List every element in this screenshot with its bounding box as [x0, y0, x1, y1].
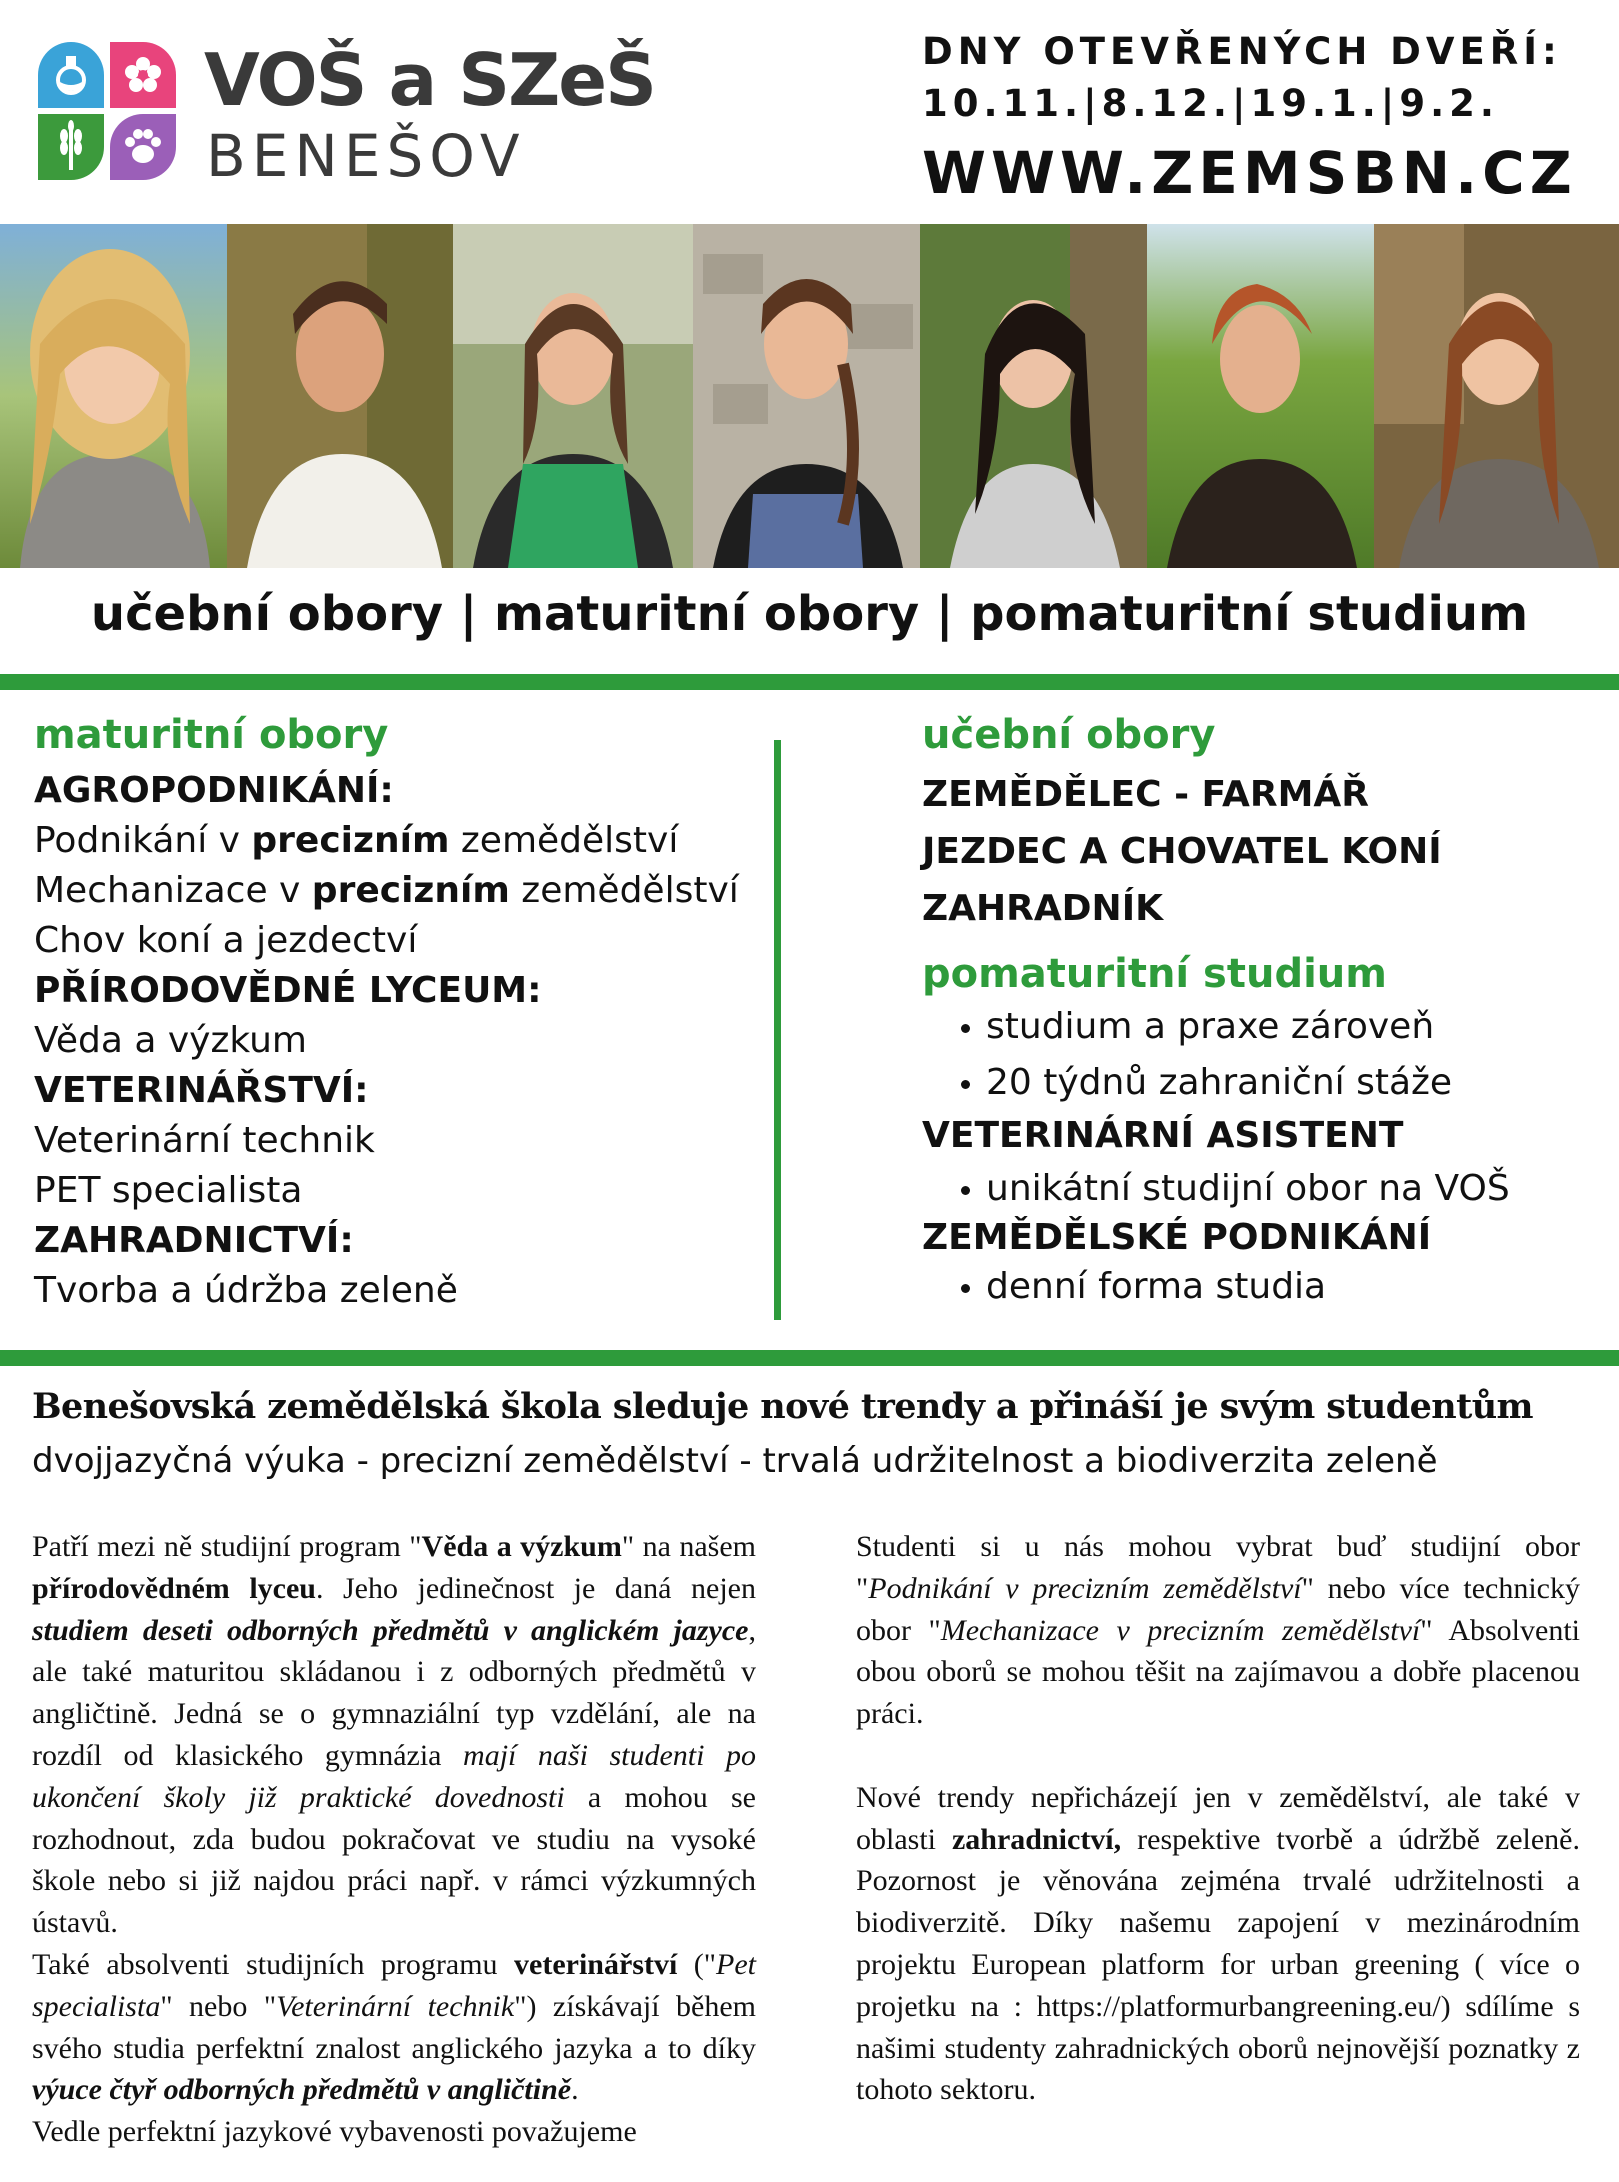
emphasis-text: přírodovědném lyceu: [32, 1571, 316, 1605]
student-photo: [1374, 224, 1619, 568]
website-link[interactable]: WWW.ZEMSBN.CZ: [922, 139, 1577, 207]
flask-icon: [38, 42, 104, 108]
student-photo: [227, 224, 453, 568]
agri-business-bullets: [922, 1259, 1602, 1315]
program-item: Veterinární technik: [34, 1120, 375, 1161]
article-paragraph: Nové trendy nepřicházejí jen v zemědělství, ale také v oblasti zahradnictví, respektive tvorbě a údržbě zeleně. Pozornost je věnována zejména trvalé udržitelnosti a biodiverzitě. Díky našemu zapojení v mezinárodním projektu European platform for urban greening ( více o projetku na : https://platformurbangreening.eu/) sdílíme s našimi studenty zahradnických oborů nejnovější poznatky z tohoto sektoru.: [856, 1780, 1580, 2107]
student-photo: [693, 224, 920, 568]
student-photo: [920, 224, 1147, 568]
pomaturitni-bullets: [922, 999, 1602, 1111]
program-category: ZAHRADNICTVÍ:: [34, 1220, 354, 1261]
open-days-label: DNY OTEVŘENÝCH DVEŘÍ:: [922, 30, 1562, 73]
apprentice-program: ZEMĚDĚLEC - FARMÁŘ: [922, 774, 1369, 815]
flower-icon: [110, 42, 176, 108]
apprentice-program: ZAHRADNÍK: [922, 888, 1163, 929]
programs-tagline: učební obory | maturitní obory | pomaturitní studium: [90, 586, 1529, 642]
maturitni-obory-section: [34, 710, 754, 1316]
program-item: Podnikání v precizním zemědělství: [34, 820, 679, 861]
article-paragraph: Studenti si u nás mohou vybrat buď studijní obor "Podnikání v precizním zemědělství" nebo více technický obor "Mechanizace v precizním zemědělství" Absolventi obou oborů se mohou těšit na zajímavou a dobře placenou práci.: [856, 1530, 1580, 1731]
vet-assistant-bullets: [922, 1161, 1602, 1217]
emphasis-text: Pet specialista: [32, 1947, 756, 2023]
column-divider: [774, 740, 781, 1320]
bullet-item: • unikátní studijní obor na VOŠ: [986, 1161, 1602, 1217]
divider-bottom: [0, 1350, 1619, 1366]
bullet-item: • studium a praxe zároveň: [986, 999, 1602, 1055]
program-item: Tvorba a údržba zeleně: [34, 1270, 458, 1311]
vet-assistant-title: VETERINÁRNÍ ASISTENT: [922, 1115, 1404, 1156]
right-section: [922, 710, 1602, 1315]
school-logo: [38, 38, 655, 192]
emphasis-text: Věda a výzkum: [421, 1530, 622, 1563]
emphasis: precizním: [311, 870, 510, 911]
program-item: Chov koní a jezdectví: [34, 920, 418, 961]
paragraph-spacer: [856, 1735, 1580, 1777]
maturitni-obory-list: [34, 766, 754, 1316]
program-item: Mechanizace v precizním zemědělství: [34, 870, 739, 911]
program-category: PŘÍRODOVĚDNÉ LYCEUM:: [34, 970, 542, 1011]
emphasis-text: Podnikání v precizním zemědělství: [868, 1571, 1302, 1605]
emphasis: precizním: [251, 820, 450, 861]
agri-business-title: ZEMĚDĚLSKÉ PODNIKÁNÍ: [922, 1217, 1432, 1258]
apprentice-program: JEZDEC A CHOVATEL KONÍ: [922, 831, 1442, 872]
wheat-icon: [38, 114, 104, 180]
program-category: VETERINÁŘSTVÍ:: [34, 1070, 369, 1111]
header-info: [922, 26, 1602, 212]
bullet-item: • 20 týdnů zahraniční stáže: [986, 1055, 1602, 1111]
article-right-column: [856, 1526, 1580, 2111]
maturitni-obory-heading: maturitní obory: [34, 712, 389, 758]
article-left-column: [32, 1526, 756, 2153]
emphasis-text: Mechanizace v precizním zemědělství: [940, 1613, 1421, 1647]
student-photo-strip: [0, 224, 1619, 568]
student-photo: [1147, 224, 1374, 568]
article-paragraph: Patří mezi ně studijní program "Věda a výzkum" na našem přírodovědném lyceu. Jeho jedinečnost je daná nejen studiem deseti odborných předmětů v anglickém jazyce, ale také maturitou skládanou i z odborných předmětů v angličtině. Jedná se o gymnaziální typ vzdělání, ale na rozdíl od klasického gymnázia mají naši studenti po ukončení školy již praktické dovednosti a mohou se rozhodnout, zda budou pokračovat ve studiu na vysoké škole nebo si již najdou práci např. v rámci výzkumných ústavů.: [32, 1530, 757, 1940]
emphasis-text: zahradnictví,: [951, 1822, 1122, 1856]
emphasis-text: výuce čtyř odborných předmětů v angličtině: [32, 2073, 572, 2107]
student-photo: [453, 224, 693, 568]
open-days-dates: 10.11.|8.12.|19.1.|9.2.: [922, 82, 1499, 125]
divider-top: [0, 674, 1619, 690]
ucebni-obory-heading: učební obory: [922, 712, 1216, 758]
logo-school-name: VOŠ a SZeŠ: [204, 38, 655, 122]
article-paragraph: Také absolventi studijních programu veterinářství ("Pet specialista" nebo "Veterinární technik") získávají během svého studia perfektní znalost anglického jazyka a to díky výuce čtyř odborných předmětů v angličtině.: [32, 1947, 756, 2107]
article-paragraph: Vedle perfektní jazykové vybavenosti považujeme: [32, 2115, 637, 2149]
program-item: Věda a výzkum: [34, 1020, 307, 1061]
emphasis-text: veterinářství: [514, 1947, 678, 1981]
paw-icon: [110, 114, 176, 180]
program-item: PET specialista: [34, 1170, 303, 1211]
logo-town-name: BENEŠOV: [206, 122, 526, 190]
article-headline: Benešovská zemědělská škola sleduje nové trendy a přináší je svým studentům: [32, 1386, 1533, 1427]
emphasis-text: Veterinární technik: [276, 1989, 515, 2023]
program-category: AGROPODNIKÁNÍ:: [34, 770, 394, 811]
student-photo: [0, 224, 227, 568]
pomaturitni-studium-heading: pomaturitní studium: [922, 951, 1387, 997]
bullet-item: • denní forma studia: [986, 1259, 1602, 1315]
emphasis-text: studiem deseti odborných předmětů v anglickém jazyce: [32, 1613, 749, 1647]
article-subheadline: dvojjazyčná výuka - precizní zemědělství - trvalá udržitelnost a biodiverzita zeleně: [32, 1441, 1438, 1481]
emphasis-text: mají naši studenti po ukončení školy již praktické dovednosti: [32, 1738, 757, 1814]
